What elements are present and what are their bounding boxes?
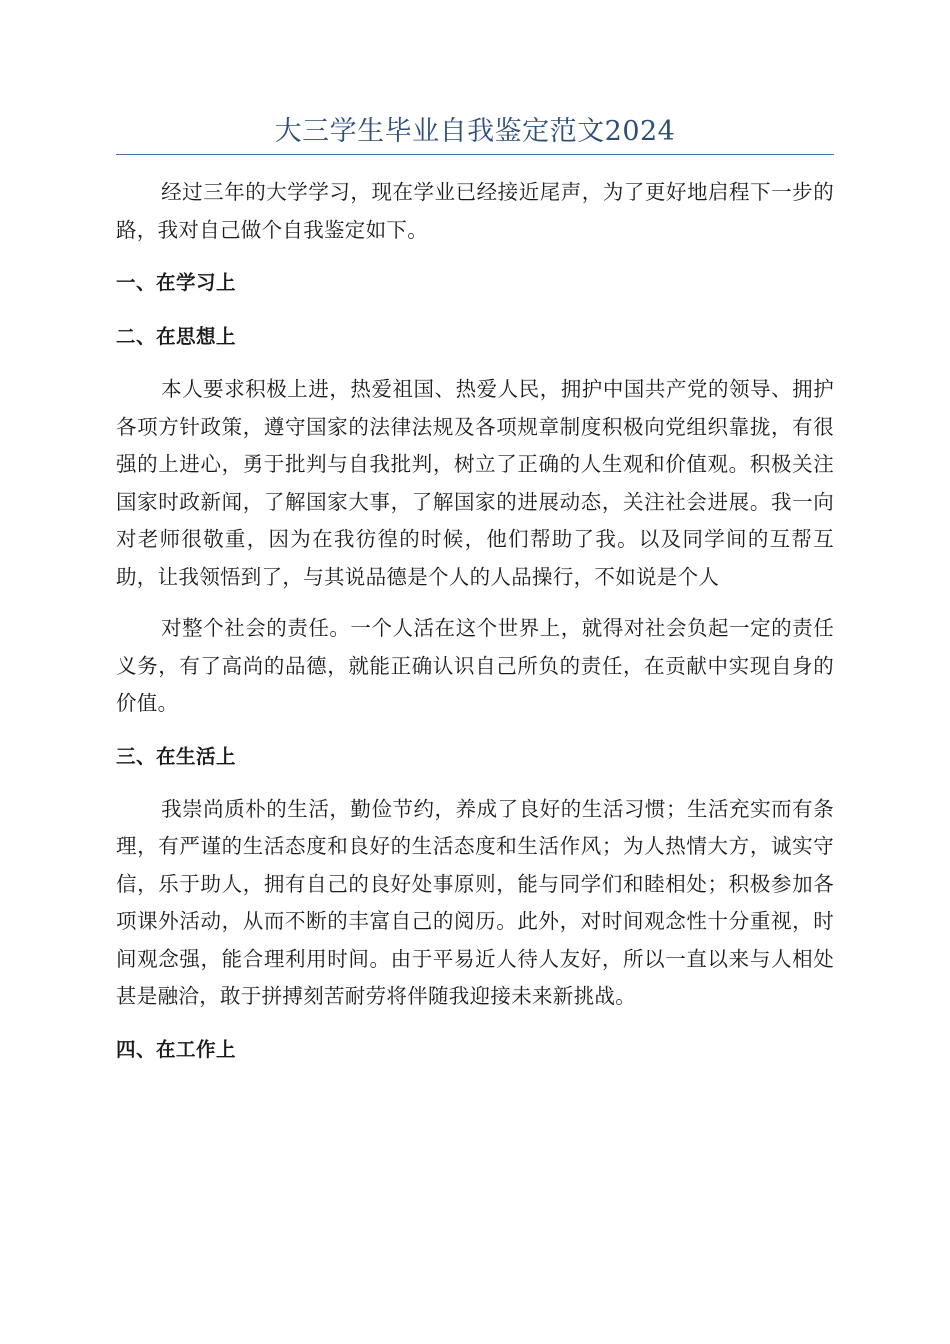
intro-paragraph: 经过三年的大学学习，现在学业已经接近尾声，为了更好地启程下一步的路，我对自己做个自我鉴定如下。 — [116, 180, 834, 242]
section-heading-life: 三、在生活上 — [116, 744, 237, 768]
life-paragraph-1: 我崇尚质朴的生活，勤俭节约，养成了良好的生活习惯；生活充实而有条理，有严谨的生活态度和良好的生活态度和生活作风；为人热情大方，诚实守信，乐于助人，拥有自己的良好处事原则，能与同学们和睦相处；积极参加各项课外活动，从而不断的丰富自己的阅历。此外，对时间观念性十分重视，时间观念强，能合理利用时间。由于平易近人待人友好，所以一直以来与人相处甚是融洽，敢于拼搏刻苦耐劳将伴随我迎接未来新挑战。 — [116, 796, 834, 1008]
section-heading-study: 一、在学习上 — [116, 271, 237, 294]
document-body — [116, 174, 834, 1084]
ideology-paragraph-1: 本人要求积极上进，热爱祖国、热爱人民，拥护中国共产党的领导、拥护各项方针政策，遵守国家的法律法规及各项规章制度积极向党组织靠拢，有很强的上进心，勇于批判与自我批判，树立了正确的人生观和价值观。积极关注国家时政新闻，了解国家大事，了解国家的进展动态，关注社会进展。我一向对老师很敬重，因为在我彷徨的时候，他们帮助了我。以及同学间的互帮互助，让我领悟到了，与其说品德是个人的人品操行，不如说是个人 — [116, 377, 834, 589]
ideology-paragraph-2: 对整个社会的责任。一个人活在这个世界上，就得对社会负起一定的责任义务，有了高尚的品德，就能正确认识自己所负的责任，在贡献中实现自身的价值。 — [116, 616, 834, 715]
section-heading-work: 四、在工作上 — [116, 1037, 237, 1061]
title-underline — [116, 154, 834, 155]
document-title: 大三学生毕业自我鉴定范文2024 — [274, 116, 676, 147]
section-heading-ideology: 二、在思想上 — [116, 325, 237, 348]
